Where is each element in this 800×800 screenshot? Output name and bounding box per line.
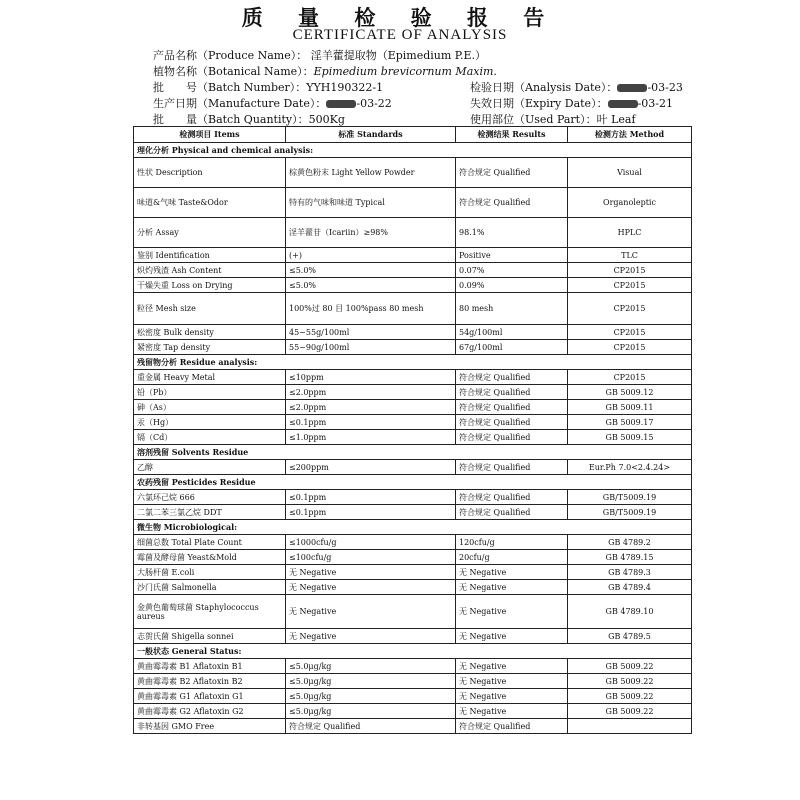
cell-result: 无 Negative <box>456 674 568 689</box>
column-header-results: 检测结果 Results <box>456 127 568 143</box>
cell-method: TLC <box>568 248 692 263</box>
cell-method: Organoleptic <box>568 188 692 218</box>
cell-method: HPLC <box>568 218 692 248</box>
table-section-row <box>134 475 692 490</box>
cell-standard: 无 Negative <box>286 580 456 595</box>
cell-method: CP2015 <box>568 340 692 355</box>
section-title: 理化分析 Physical and chemical analysis: <box>134 143 692 158</box>
cell-standard: 无 Negative <box>286 565 456 580</box>
batch-quantity: 批 量（Batch Quantity）：500Kg <box>153 113 345 126</box>
cell-item: 金黄色葡萄球菌 Staphylococcus aureus <box>134 595 286 629</box>
cell-method: GB 5009.22 <box>568 659 692 674</box>
expiry-date-label: 失效日期（Expiry Date）： <box>470 97 608 110</box>
cell-standard: ≤2.0ppm <box>286 400 456 415</box>
cell-item: 六氯环己烷 666 <box>134 490 286 505</box>
batch-number: 批 号（Batch Number）：YYH190322-1 <box>153 81 384 94</box>
cell-method: GB 5009.11 <box>568 400 692 415</box>
cell-method: GB 5009.12 <box>568 385 692 400</box>
cell-result: 无 Negative <box>456 629 568 644</box>
table-row <box>134 340 692 355</box>
cell-method: CP2015 <box>568 263 692 278</box>
cell-item: 鉴别 Identification <box>134 248 286 263</box>
manufacture-date-value: -03-22 <box>356 97 392 110</box>
cell-result: 98.1% <box>456 218 568 248</box>
table-section-row <box>134 355 692 370</box>
cell-method: GB 4789.2 <box>568 535 692 550</box>
cell-item: 非转基因 GMO Free <box>134 719 286 734</box>
used-part: 使用部位（Used Part）：叶 Leaf <box>470 113 636 126</box>
cell-standard: 特有的气味和味道 Typical <box>286 188 456 218</box>
cell-result: 0.09% <box>456 278 568 293</box>
analysis-date <box>470 79 683 95</box>
table-row <box>134 704 692 719</box>
analysis-table <box>133 126 692 734</box>
cell-item: 重金属 Heavy Metal <box>134 370 286 385</box>
table-row <box>134 293 692 325</box>
cell-method: CP2015 <box>568 370 692 385</box>
cell-standard: ≤5.0% <box>286 278 456 293</box>
table-row <box>134 565 692 580</box>
cell-method: CP2015 <box>568 278 692 293</box>
cell-method: GB 5009.15 <box>568 430 692 445</box>
cell-item: 沙门氏菌 Salmonella <box>134 580 286 595</box>
expiry-date-value: -03-21 <box>637 97 674 110</box>
cell-result: 符合规定 Qualified <box>456 400 568 415</box>
cell-standard: (+) <box>286 248 456 263</box>
table-row <box>134 370 692 385</box>
cell-standard: 淫羊藿苷（Icariin）≥98% <box>286 218 456 248</box>
table-section-row <box>134 644 692 659</box>
cell-result: 符合规定 Qualified <box>456 430 568 445</box>
manufacture-date <box>153 95 392 111</box>
cell-item: 干燥失重 Loss on Drying <box>134 278 286 293</box>
redaction-mark <box>617 84 647 92</box>
cell-method <box>568 719 692 734</box>
table-row <box>134 325 692 340</box>
cell-item: 分析 Assay <box>134 218 286 248</box>
cell-method: GB 4789.3 <box>568 565 692 580</box>
section-title: 残留物分析 Residue analysis: <box>134 355 692 370</box>
cell-item: 炽灼残渣 Ash Content <box>134 263 286 278</box>
cell-item: 铅（Pb） <box>134 385 286 400</box>
cell-item: 霉菌及酵母菌 Yeast&Mold <box>134 550 286 565</box>
cell-method: GB 4789.5 <box>568 629 692 644</box>
column-header-method: 检测方法 Method <box>568 127 692 143</box>
cell-result: 符合规定 Qualified <box>456 385 568 400</box>
table-row <box>134 719 692 734</box>
cell-item: 黄曲霉毒素 B2 Aflatoxin B2 <box>134 674 286 689</box>
cell-item: 粒径 Mesh size <box>134 293 286 325</box>
table-row <box>134 659 692 674</box>
cell-item: 细菌总数 Total Plate Count <box>134 535 286 550</box>
table-row <box>134 505 692 520</box>
cell-result: 符合规定 Qualified <box>456 158 568 188</box>
manufacture-date-label: 生产日期（Manufacture Date）： <box>153 97 327 110</box>
cell-standard: ≤5.0μg/kg <box>286 659 456 674</box>
table-row <box>134 595 692 629</box>
cell-result: 符合规定 Qualified <box>456 415 568 430</box>
table-section-row <box>134 445 692 460</box>
cell-method: Visual <box>568 158 692 188</box>
cell-standard: 100%过 80 目 100%pass 80 mesh <box>286 293 456 325</box>
cell-method: GB 4789.10 <box>568 595 692 629</box>
botanical-name <box>153 63 497 79</box>
section-title: 一般状态 General Status: <box>134 644 692 659</box>
document-title-cn: 质 量 检 验 报 告 <box>241 5 559 30</box>
table-row <box>134 278 692 293</box>
cell-item: 二氯二苯三氯乙烷 DDT <box>134 505 286 520</box>
table-row <box>134 580 692 595</box>
cell-item: 大肠杆菌 E.coli <box>134 565 286 580</box>
cell-result: 无 Negative <box>456 704 568 719</box>
cell-item: 黄曲霉毒素 B1 Aflatoxin B1 <box>134 659 286 674</box>
cell-method: GB 4789.15 <box>568 550 692 565</box>
cell-method: GB/T5009.19 <box>568 505 692 520</box>
table-row <box>134 188 692 218</box>
analysis-date-value: -03-23 <box>647 81 683 94</box>
botanical-name-label: 植物名称（Botanical Name）： <box>153 65 314 78</box>
cell-item: 乙醇 <box>134 460 286 475</box>
table-row <box>134 248 692 263</box>
cell-method: GB 5009.22 <box>568 704 692 719</box>
table-header-row <box>134 127 692 143</box>
cell-result: 无 Negative <box>456 689 568 704</box>
botanical-name-value: Epimedium brevicornum Maxim. <box>313 65 497 78</box>
cell-standard: ≤5.0% <box>286 263 456 278</box>
cell-result: 符合规定 Qualified <box>456 719 568 734</box>
cell-standard: 无 Negative <box>286 595 456 629</box>
cell-method: GB/T5009.19 <box>568 490 692 505</box>
cell-result: 80 mesh <box>456 293 568 325</box>
table-row <box>134 263 692 278</box>
column-header-items: 检测项目 Items <box>134 127 286 143</box>
cell-standard: ≤5.0μg/kg <box>286 704 456 719</box>
section-title: 溶剂残留 Solvents Residue <box>134 445 692 460</box>
redaction-mark <box>326 100 356 108</box>
cell-standard: 55~90g/100ml <box>286 340 456 355</box>
table-row <box>134 430 692 445</box>
document-title-en: CERTIFICATE OF ANALYSIS <box>292 27 508 43</box>
cell-item: 味道&气味 Taste&Odor <box>134 188 286 218</box>
cell-result: 无 Negative <box>456 595 568 629</box>
cell-standard: ≤5.0μg/kg <box>286 689 456 704</box>
cell-standard: ≤0.1ppm <box>286 505 456 520</box>
cell-result: 符合规定 Qualified <box>456 460 568 475</box>
table-section-row <box>134 520 692 535</box>
cell-result: 无 Negative <box>456 580 568 595</box>
cell-item: 性状 Description <box>134 158 286 188</box>
cell-method: CP2015 <box>568 325 692 340</box>
table-row <box>134 689 692 704</box>
cell-method: GB 4789.4 <box>568 580 692 595</box>
cell-result: 20cfu/g <box>456 550 568 565</box>
table-row <box>134 158 692 188</box>
section-title: 农药残留 Pesticides Residue <box>134 475 692 490</box>
table-section-row <box>134 143 692 158</box>
cell-item: 志贺氏菌 Shigella sonnei <box>134 629 286 644</box>
column-header-standards: 标准 Standards <box>286 127 456 143</box>
cell-standard: 无 Negative <box>286 629 456 644</box>
cell-item: 砷（As） <box>134 400 286 415</box>
cell-method: GB 5009.17 <box>568 415 692 430</box>
table-row <box>134 400 692 415</box>
cell-result: 符合规定 Qualified <box>456 505 568 520</box>
table-row <box>134 550 692 565</box>
cell-standard: ≤0.1ppm <box>286 415 456 430</box>
table-row <box>134 535 692 550</box>
cell-standard: ≤100cfu/g <box>286 550 456 565</box>
expiry-date <box>470 95 673 111</box>
cell-result: 符合规定 Qualified <box>456 188 568 218</box>
cell-standard: ≤2.0ppm <box>286 385 456 400</box>
cell-result: 54g/100ml <box>456 325 568 340</box>
table-row <box>134 218 692 248</box>
cell-item: 黄曲霉毒素 G2 Aflatoxin G2 <box>134 704 286 719</box>
cell-item: 紧密度 Tap density <box>134 340 286 355</box>
cell-result: 无 Negative <box>456 659 568 674</box>
cell-result: 符合规定 Qualified <box>456 490 568 505</box>
cell-method: GB 5009.22 <box>568 689 692 704</box>
table-row <box>134 385 692 400</box>
cell-standard: ≤5.0μg/kg <box>286 674 456 689</box>
cell-result: 120cfu/g <box>456 535 568 550</box>
cell-result: 无 Negative <box>456 565 568 580</box>
cell-standard: 棕黄色粉末 Light Yellow Powder <box>286 158 456 188</box>
analysis-date-label: 检验日期（Analysis Date）： <box>470 81 618 94</box>
redaction-mark <box>608 100 638 108</box>
product-name: 产品名称（Produce Name）： 淫羊藿提取物（Epimedium P.E.） <box>153 49 486 62</box>
cell-standard: ≤0.1ppm <box>286 490 456 505</box>
cell-result: 符合规定 Qualified <box>456 370 568 385</box>
cell-standard: ≤1.0ppm <box>286 430 456 445</box>
table-row <box>134 460 692 475</box>
analysis-table-body <box>134 127 692 734</box>
cell-method: CP2015 <box>568 293 692 325</box>
cell-item: 黄曲霉毒素 G1 Aflatoxin G1 <box>134 689 286 704</box>
cell-result: 67g/100ml <box>456 340 568 355</box>
cell-item: 汞（Hg） <box>134 415 286 430</box>
cell-item: 镉（Cd） <box>134 430 286 445</box>
table-row <box>134 674 692 689</box>
table-row <box>134 415 692 430</box>
cell-standard: ≤10ppm <box>286 370 456 385</box>
cell-method: Eur.Ph 7.0<2.4.24> <box>568 460 692 475</box>
cell-standard: ≤200ppm <box>286 460 456 475</box>
cell-standard: 45~55g/100ml <box>286 325 456 340</box>
cell-method: GB 5009.22 <box>568 674 692 689</box>
cell-standard: 符合规定 Qualified <box>286 719 456 734</box>
cell-result: 0.07% <box>456 263 568 278</box>
section-title: 微生物 Microbiological: <box>134 520 692 535</box>
table-row <box>134 490 692 505</box>
cell-result: Positive <box>456 248 568 263</box>
cell-item: 松密度 Bulk density <box>134 325 286 340</box>
cell-standard: ≤1000cfu/g <box>286 535 456 550</box>
table-row <box>134 629 692 644</box>
